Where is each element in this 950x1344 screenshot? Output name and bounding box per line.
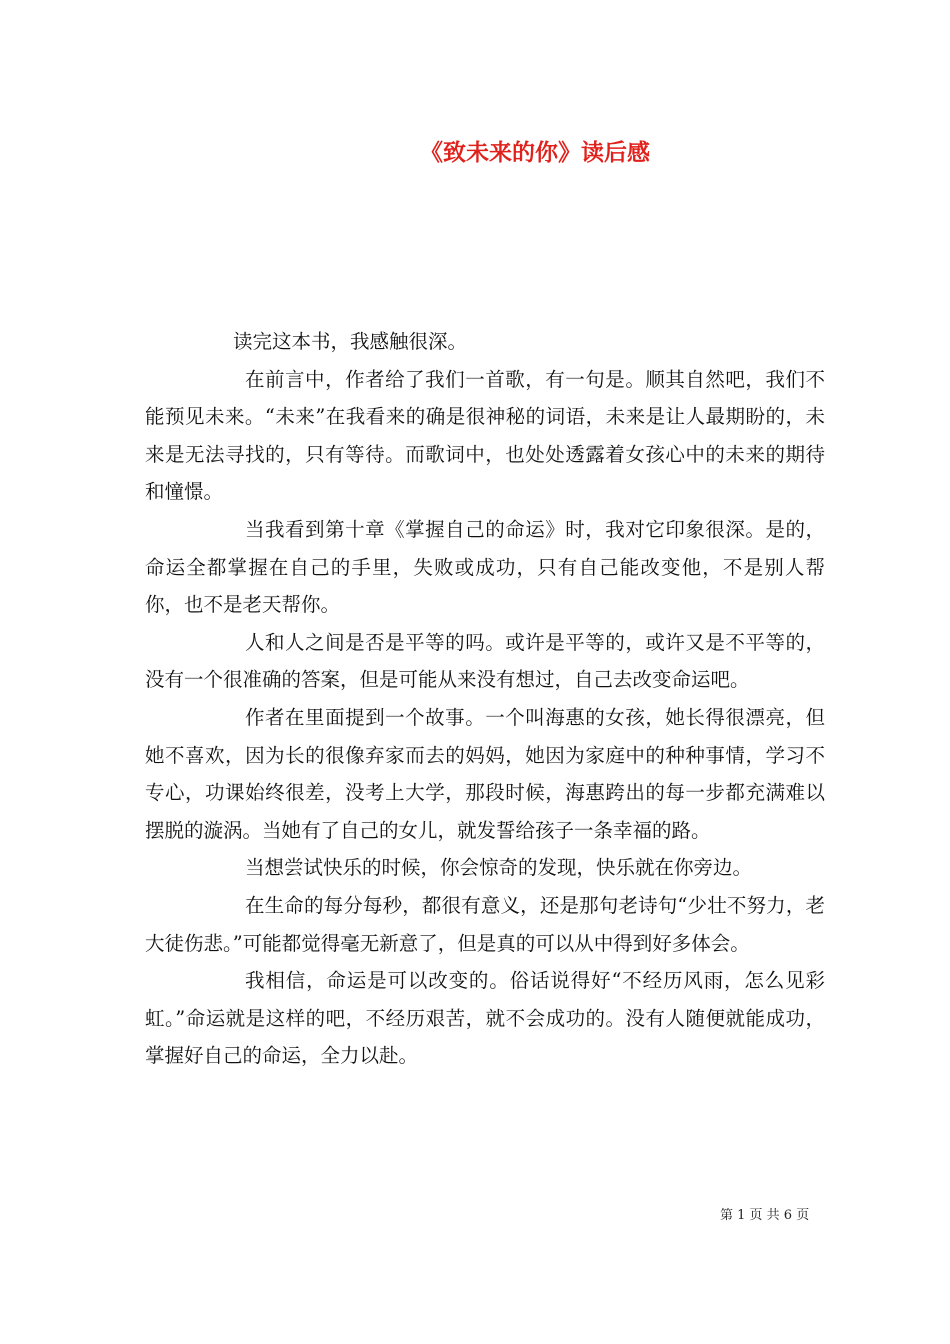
paragraph: 作者在里面提到一个故事。一个叫海惠的女孩，她长得很漂亮，但她不喜欢，因为长的很像弃家而去的妈妈，她因为家庭中的种种事情，学习不专心，功课始终很差，没考上大学，那段时候，海惠跨出的每一步都充满难以摆脱的漩涡。当她有了自己的女儿，就发誓给孩子一条幸福的路。 (145, 705, 825, 842)
paragraph: 当我看到第十章《掌握自己的命运》时，我对它印象很深。是的，命运全都掌握在自己的手里，失败或成功，只有自己能改变他，不是别人帮你，也不是老天帮你。 (145, 517, 825, 617)
paragraph: 在生命的每分每秒，都很有意义，还是那句老诗句“少壮不努力，老大徒伤悲。”可能都觉得毫无新意了，但是真的可以从中得到好多体会。 (145, 893, 825, 955)
paragraph: 读完这本书，我感触很深。 (233, 330, 468, 353)
paragraph: 我相信，命运是可以改变的。俗话说得好“不经历风雨，怎么见彩虹。”命运就是这样的吧，不经历艰苦，就不会成功的。没有人随便就能成功，掌握好自己的命运，全力以赴。 (145, 969, 825, 1068)
paragraph: 人和人之间是否是平等的吗。或许是平等的，或许又是不平等的，没有一个很准确的答案，但是可能从来没有想过，自己去改变命运吧。 (145, 630, 825, 692)
paragraph: 在前言中，作者给了我们一首歌，有一句是。顺其自然吧，我们不能预见未来。“未来”在我看来的确是很神秘的词语，未来是让人最期盼的，未来是无法寻找的，只有等待。而歌词中，也处处透露着女孩心中的未来的期待和憧憬。 (145, 367, 825, 504)
document-body (145, 323, 825, 1075)
document-title: 《致未来的你》读后感 (420, 139, 650, 166)
paragraph: 当想尝试快乐的时候，你会惊奇的发现，快乐就在你旁边。 (245, 856, 753, 880)
page-number-footer: 第 1 页 共 6 页 (720, 1208, 810, 1223)
